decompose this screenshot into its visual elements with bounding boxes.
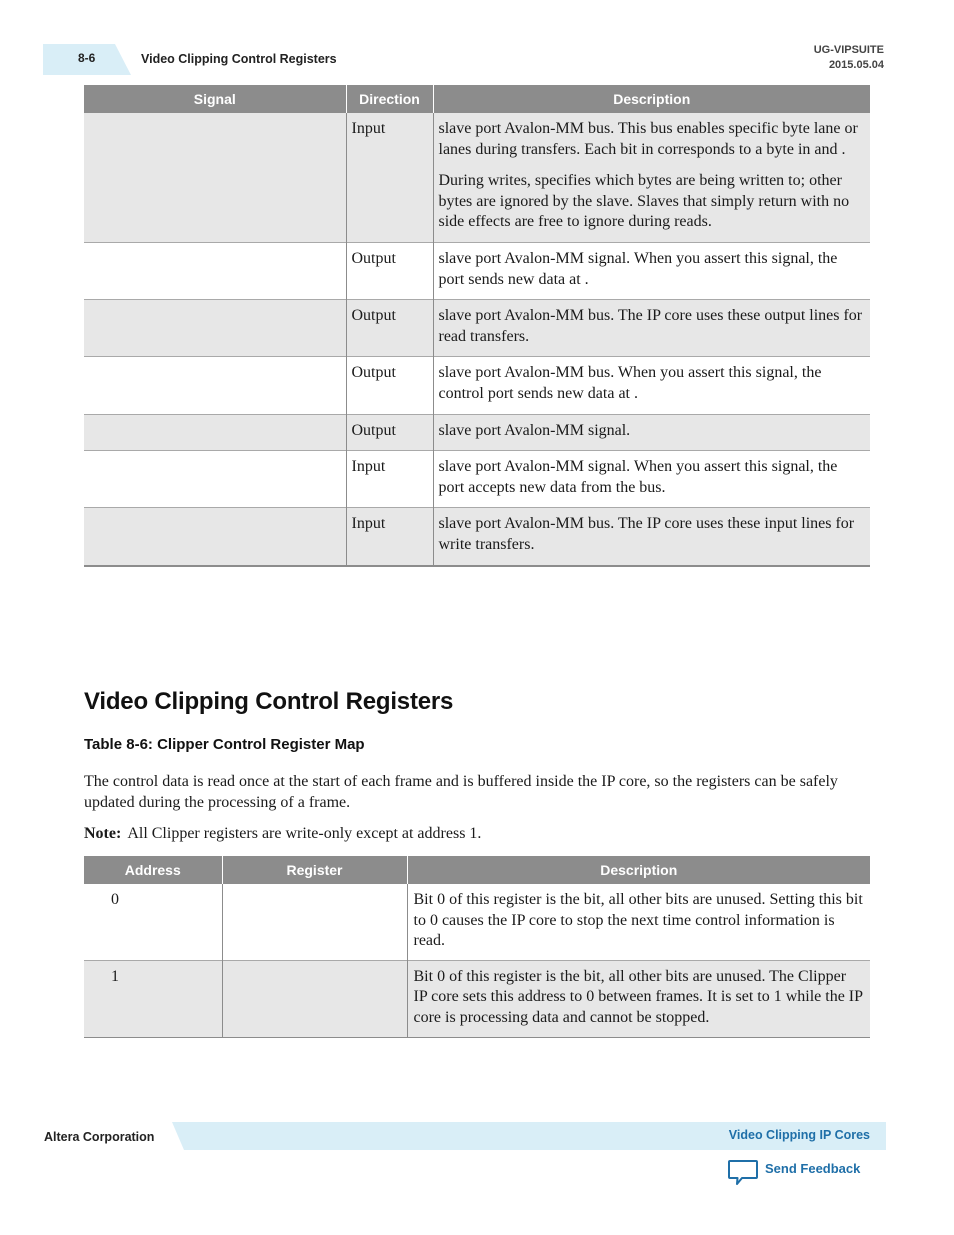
direction-cell: Input (346, 508, 433, 566)
column-header-register: Register (222, 856, 407, 884)
description-paragraph: During writes, specifies which bytes are being written to; other bytes are ignored by the slave. Slaves that simply return with no side effects are free to ignore during reads. (438, 172, 850, 231)
column-header-description: Description (433, 85, 870, 113)
description-cell (433, 357, 870, 414)
direction-cell: Input (346, 113, 433, 242)
signal-cell (84, 414, 346, 451)
description-cell (433, 508, 870, 566)
description-paragraph: slave port Avalon-MM signal. (438, 421, 631, 439)
footer-document-link[interactable]: Video Clipping IP Cores (728, 1128, 870, 1142)
register-map-table (84, 856, 870, 1038)
document-id-block (814, 43, 884, 73)
direction-cell: Output (346, 357, 433, 414)
table-row (84, 300, 870, 357)
table-row (84, 960, 870, 1037)
table-row (84, 113, 870, 242)
description-paragraph: slave port Avalon-MM signal. When you assert this signal, the port sends new data at . (438, 249, 838, 288)
register-cell (222, 960, 407, 1037)
description-paragraph: slave port Avalon-MM signal. When you assert this signal, the port accepts new data from the bus. (438, 458, 838, 496)
signal-cell (84, 451, 346, 508)
table-row (84, 357, 870, 414)
document-id: UG-VIPSUITE (813, 44, 884, 56)
register-table-header (84, 856, 870, 884)
description-cell: Bit 0 of this register is the bit, all other bits are unused. The Clipper IP core sets this address to 0 between frames. It is set to 1 while the IP core is processing data and cannot be stopped. (407, 960, 870, 1037)
document-date: 2015.05.04 (828, 59, 884, 71)
description-cell (433, 242, 870, 299)
description-cell (433, 414, 870, 451)
description-cell (433, 300, 870, 357)
table-row (84, 884, 870, 960)
description-paragraph: slave port Avalon-MM bus. The IP core uses these input lines for write transfers. (438, 515, 855, 553)
description-cell (433, 113, 870, 242)
column-header-description: Description (407, 856, 870, 884)
speech-bubble-icon (727, 1158, 759, 1188)
description-paragraph: slave port Avalon-MM bus. The IP core uses these output lines for read transfers. (438, 307, 863, 345)
signal-cell (84, 357, 346, 414)
direction-cell: Output (346, 242, 433, 299)
signal-table-header (84, 85, 870, 113)
page-number: 8-6 (78, 51, 96, 65)
table-caption: Table 8-6: Clipper Control Register Map (84, 736, 365, 753)
section-heading: Video Clipping Control Registers (84, 688, 454, 715)
page-number-tab (43, 44, 131, 75)
column-header-signal: Signal (84, 85, 346, 113)
address-cell: 0 (111, 891, 119, 908)
note-label: Note: (84, 825, 122, 842)
direction-cell: Output (346, 414, 433, 451)
table-row (84, 414, 870, 451)
signal-cell (84, 113, 346, 242)
footer-company: Altera Corporation (44, 1130, 155, 1144)
send-feedback-label[interactable]: Send Feedback (765, 1161, 861, 1176)
signal-cell (84, 508, 346, 566)
description-cell: Bit 0 of this register is the bit, all other bits are unused. Setting this bit to 0 causes the IP core to stop the next time control information is read. (407, 884, 870, 960)
signal-table (84, 85, 870, 567)
body-paragraph: The control data is read once at the start of each frame and is buffered inside the IP core, so the registers can be safely updated during the processing of a frame. (84, 773, 838, 811)
signal-cell (84, 300, 346, 357)
running-section-title: Video Clipping Control Registers (141, 52, 337, 66)
address-cell: 1 (84, 960, 222, 1037)
direction-cell: Output (346, 300, 433, 357)
description-paragraph: slave port Avalon-MM bus. This bus enables specific byte lane or lanes during transfers. Each bit in corresponds to a byte in and . (438, 120, 858, 158)
direction-cell: Input (346, 451, 433, 508)
table-row (84, 508, 870, 566)
note-paragraph (84, 823, 481, 844)
description-cell (433, 451, 870, 508)
signal-cell (84, 242, 346, 299)
column-header-address: Address (84, 856, 222, 884)
table-row (84, 242, 870, 299)
column-header-direction: Direction (346, 85, 433, 113)
table-row (84, 451, 870, 508)
footer-band (172, 1122, 886, 1150)
note-text: All Clipper registers are write-only except at address 1. (127, 825, 482, 842)
register-cell (222, 884, 407, 960)
description-paragraph: slave port Avalon-MM bus. When you assert this signal, the control port sends new data at . (438, 364, 822, 402)
